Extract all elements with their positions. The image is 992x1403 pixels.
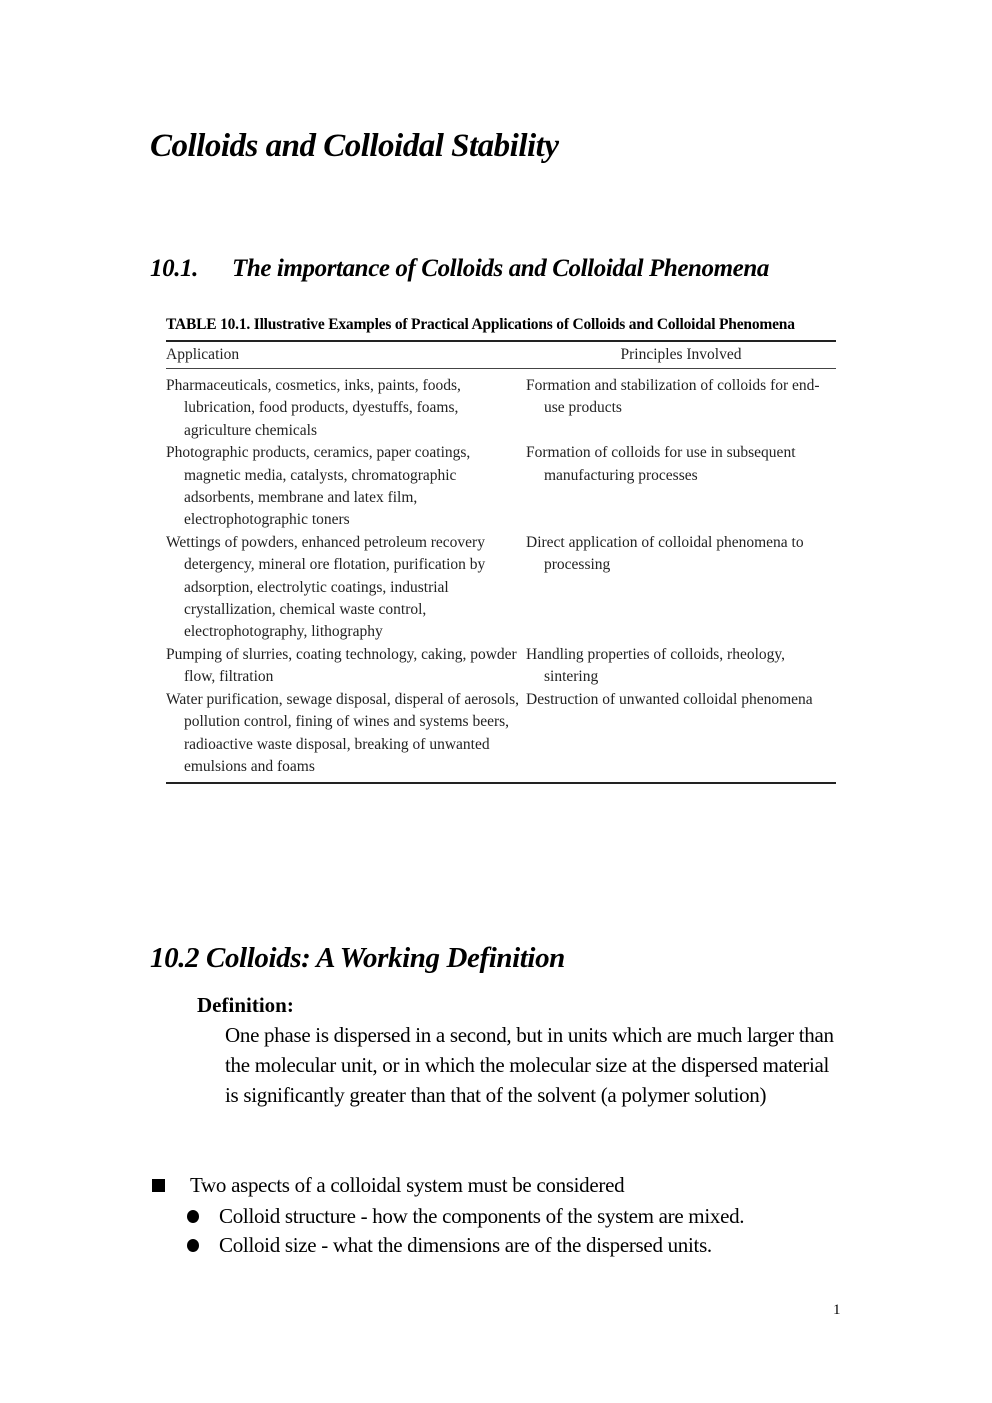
principles-cell: Direct application of colloidal phenomena to processing: [526, 533, 804, 574]
square-bullet-icon: [152, 1179, 165, 1192]
sub-bullet-text: Colloid size - what the dimensions are of the dispersed units.: [219, 1233, 712, 1257]
page-title: Colloids and Colloidal Stability: [150, 128, 559, 164]
principles-cell: Destruction of unwanted colloidal phenomena: [526, 690, 813, 708]
application-cell: Water purification, sewage disposal, disperal of aerosols, pollution control, fining of wines and systems beers, radioactive waste disposal, breaking of unwanted emulsions and foams: [166, 690, 519, 775]
application-cell: Photographic products, ceramics, paper coatings, magnetic media, catalysts, chromatographic adsorbents, membrane and latex film, electrophotographic toners: [166, 444, 471, 529]
table-caption: TABLE 10.1. Illustrative Examples of Practical Applications of Colloids and Colloidal Phenomena: [166, 316, 795, 333]
principles-cell: Formation of colloids for use in subsequent manufacturing processes: [526, 444, 796, 484]
application-cell: Pharmaceuticals, cosmetics, inks, paints, foods, lubrication, food products, dyestuffs, foams, agriculture chemicals: [166, 377, 461, 439]
principles-cell: Formation and stabilization of colloids for end-use products: [526, 377, 820, 417]
round-bullet-icon: [187, 1210, 199, 1223]
table-row: [166, 689, 836, 779]
applications-table: [166, 315, 836, 784]
section-heading-10-1: [150, 255, 769, 283]
definition-label: Definition:: [197, 993, 294, 1017]
application-cell: Wettings of powders, enhanced petroleum recovery detergency, mineral ore flotation, purification by adsorption, electrolytic coatings, industrial crystallization, chemical waste control, electrophotography, lithography: [166, 533, 486, 641]
sub-bullet-item: [187, 1231, 744, 1260]
table-body: [166, 369, 836, 782]
section-number: 10.1.: [150, 255, 199, 282]
section-title: The importance of Colloids and Colloidal Phenomena: [232, 255, 769, 282]
column-header-principles: Principles Involved: [620, 346, 742, 363]
principles-cell: Handling properties of colloids, rheology, sintering: [526, 645, 785, 686]
bullet-list: [152, 1170, 744, 1260]
round-bullet-icon: [187, 1239, 199, 1252]
column-header-application: Application: [166, 346, 240, 363]
sub-bullet-list: [152, 1202, 744, 1260]
sub-bullet-text: Colloid structure - how the components of the system are mixed.: [219, 1204, 745, 1228]
table-bottom-rule: [166, 782, 836, 784]
table-row: [166, 375, 836, 442]
section-heading-10-2: 10.2 Colloids: A Working Definition: [150, 942, 565, 974]
table-row: [166, 442, 836, 532]
table-row: [166, 532, 836, 644]
bullet-text: Two aspects of a colloidal system must be considered: [190, 1172, 625, 1197]
page-number: 1: [833, 1302, 841, 1318]
bullet-item: [152, 1170, 744, 1260]
sub-bullet-item: [187, 1202, 744, 1231]
definition-text: One phase is dispersed in a second, but in units which are much larger than the molecular unit, or in which the molecular size at the dispersed material is significantly greater than that of the solvent (a polymer solution): [225, 1023, 834, 1107]
table-header: [166, 342, 836, 368]
application-cell: Pumping of slurries, coating technology, caking, powder flow, filtration: [166, 645, 517, 686]
table-row: [166, 644, 836, 689]
